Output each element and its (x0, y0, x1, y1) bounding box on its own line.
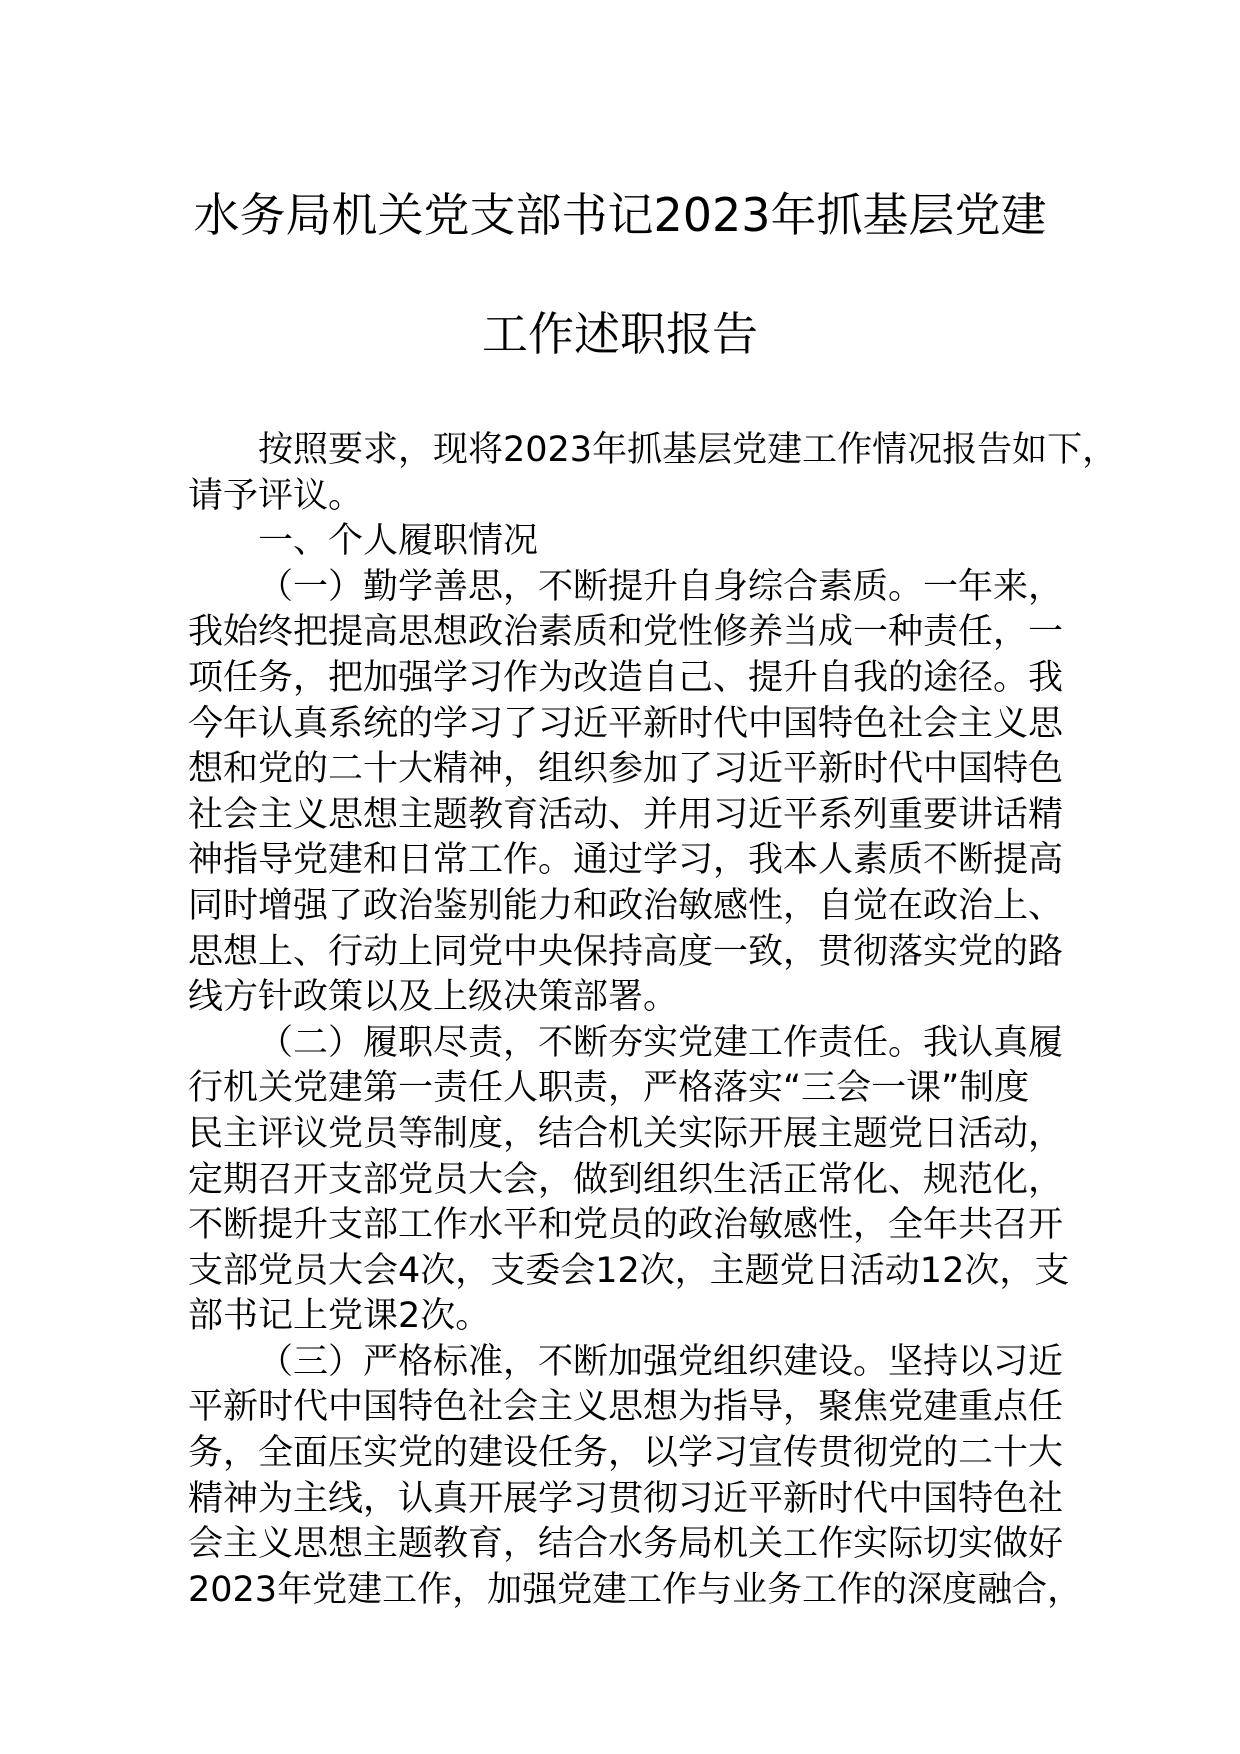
document-title-line-1: 水务局机关党支部书记2023年抓基层党建 (193, 188, 1047, 242)
body-line: 同时增强了政治鉴别能力和政治敏感性，自觉在政治上、 (188, 885, 1064, 926)
body-line: 神指导党建和日常工作。通过学习，我本人素质不断提高 (188, 840, 1064, 881)
body-line: 请予评议。 (188, 475, 364, 516)
body-line: 民主评议党员等制度，结合机关实际开展主题党日活动， (188, 1113, 1064, 1154)
body-line: 2023年党建工作，加强党建工作与业务工作的深度融合， (188, 1569, 1083, 1610)
body-line: 想和党的二十大精神，组织参加了习近平新时代中国特色 (188, 749, 1064, 790)
body-line: 精神为主线，认真开展学习贯彻习近平新时代中国特色社 (188, 1478, 1064, 1519)
body-line: 部书记上党课2次。 (188, 1296, 491, 1337)
body-line: （三）严格标准，不断加强党组织建设。坚持以习近 (258, 1341, 1064, 1382)
body-line: 平新时代中国特色社会主义思想为指导，聚焦党建重点任 (188, 1387, 1064, 1428)
body-line: （一）勤学善思，不断提升自身综合素质。一年来， (258, 566, 1064, 607)
document-body (188, 428, 1118, 1613)
body-line: 一、个人履职情况 (258, 521, 539, 562)
body-line: 我始终把提高思想政治素质和党性修养当成一种责任，一 (188, 612, 1064, 653)
body-line: 不断提升支部工作水平和党员的政治敏感性，全年共召开 (188, 1205, 1064, 1246)
body-line: 今年认真系统的学习了习近平新时代中国特色社会主义思 (188, 703, 1064, 744)
body-line: 务，全面压实党的建设任务，以学习宣传贯彻党的二十大 (188, 1433, 1064, 1474)
body-line: 社会主义思想主题教育活动、并用习近平系列重要讲话精 (188, 794, 1064, 835)
body-line: 按照要求，现将2023年抓基层党建工作情况报告如下， (258, 430, 1118, 470)
body-line: 线方针政策以及上级决策部署。 (188, 977, 679, 1018)
document-title-line-2: 工作述职报告 (482, 307, 758, 361)
body-line: （二）履职尽责，不断夯实党建工作责任。我认真履 (258, 1022, 1064, 1063)
body-line: 会主义思想主题教育，结合水务局机关工作实际切实做好 (188, 1524, 1064, 1565)
body-line: 项任务，把加强学习作为改造自己、提升自我的途径。我 (188, 657, 1064, 698)
body-line: 思想上、行动上同党中央保持高度一致，贯彻落实党的路 (188, 931, 1064, 972)
body-line: 定期召开支部党员大会，做到组织生活正常化、规范化， (188, 1159, 1064, 1200)
body-line: 行机关党建第一责任人职责，严格落实“三会一课”制度 (188, 1068, 1030, 1109)
body-line: 支部党员大会4次，支委会12次，主题党日活动12次，支 (188, 1250, 1070, 1291)
